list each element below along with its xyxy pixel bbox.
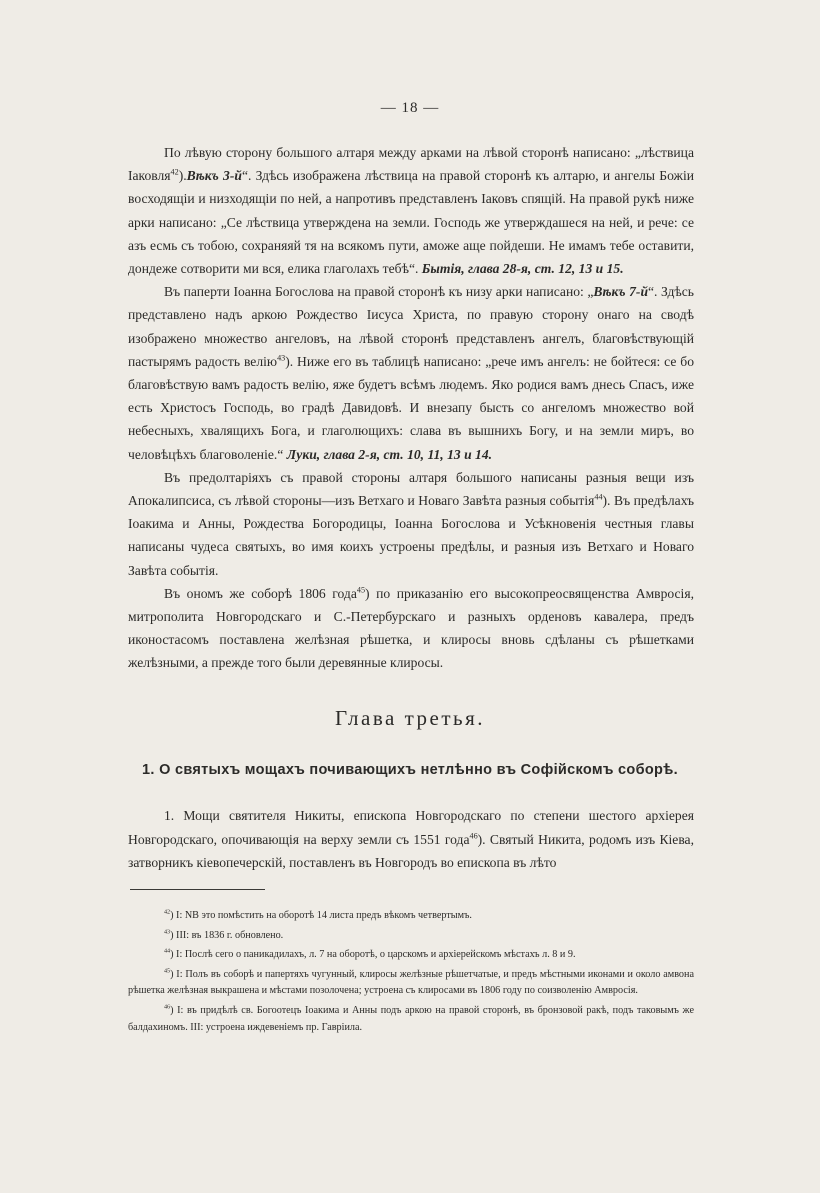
footnote-number: 44 — [164, 948, 171, 955]
footnote-text: ) I: въ придѣлѣ св. Богоотецъ Іоакима и Анны подъ аркою на правой сторонѣ, въ бронзовой ракѣ, подъ таковымъ же балдахиномъ. III: устроена иждевеніемъ пр. Гавріила. — [128, 1004, 694, 1033]
chapter-title: Глава третья. — [335, 706, 485, 730]
reference: Вѣкъ 3-й — [186, 168, 242, 184]
footnote-number: 42 — [164, 909, 171, 916]
main-text — [128, 141, 694, 675]
paragraph-text: ). — [178, 168, 187, 184]
footnote-mark: 44 — [594, 492, 603, 502]
footnote-mark: 46 — [469, 831, 478, 841]
paragraph — [128, 466, 694, 582]
paragraph-text: По лѣвую сторону большого алтаря между арками на лѣвой сторонѣ написано: „лѣствица Іаковля — [128, 145, 694, 184]
footnote-mark: 42 — [170, 167, 179, 177]
paragraph — [128, 141, 694, 280]
paragraph-text: Въ паперти Іоанна Богослова на правой сторонѣ къ низу арки написано: „ — [164, 284, 594, 300]
page-number: — 18 — — [380, 100, 440, 116]
scripture-reference: Бытія, глава 28-я, ст. 12, 13 и 15. — [421, 261, 624, 277]
footnote — [128, 1003, 694, 1036]
paragraph-text: Въ ономъ же соборѣ 1806 года — [164, 585, 357, 601]
footnote-divider — [130, 889, 265, 890]
footnote-text: ) I: Послѣ сего о паникадилахъ, л. 7 на оборотѣ, о царскомъ и архіерейскомъ мѣстахъ л. 8 и 9. — [170, 949, 576, 961]
footnote — [128, 908, 694, 925]
footnote-text: ) III: въ 1836 г. обновлено. — [170, 929, 284, 941]
footnote — [128, 947, 694, 964]
footnote — [128, 967, 694, 1000]
paragraph-text: ) по приказанію его высокопреосвященства Амвросія, митрополита Новгородскаго и С.-Петербурскаго и разныхъ орденовъ кавалера, предъ иконостасомъ поставлена желѣзная рѣшетка, и клиросы вновь сдѣланы съ рѣшетками желѣзными, а прежде того были деревянные клиросы. — [128, 585, 694, 671]
paragraph-text: ). Въ предѣлахъ Іоакима и Анны, Рождества Богородицы, Іоанна Богослова и Усѣкновенія честныя главы написаны чудеса святыхъ, во имя коихъ устроены предѣлы, и разныя изъ Ветхаго и Новаго Завѣта событія. — [128, 493, 695, 578]
footnote-number: 45 — [164, 968, 171, 975]
footnote-number: 46 — [164, 1004, 171, 1011]
paragraph-text: Въ предолтаріяхъ съ правой стороны алтаря большого написаны разныя вещи изъ Апокалипсиса, съ лѣвой стороны—изъ Ветхаго и Новаго Завѣта разныя событія — [128, 469, 694, 509]
section-text — [128, 804, 694, 875]
footnote-text: ) I: Полъ въ соборѣ и папертяхъ чугунный, клиросы желѣзные рѣшетчатые, и предъ мѣстными иконами и около амвона рѣшетка желѣзная выкрашена и мѣстами позолочена; устроена съ клиросами въ 1806 году по соизволенію Амвросія. — [128, 968, 694, 997]
footnote — [128, 928, 694, 945]
reference: Вѣкъ 7-й — [593, 284, 649, 300]
footnote-text: ) I: NB это помѣстить на оборотѣ 14 листа предъ вѣкомъ четвертымъ. — [170, 910, 472, 921]
scripture-reference: Луки, глава 2-я, ст. 10, 11, 13 и 14. — [286, 446, 493, 462]
paragraph — [128, 582, 694, 675]
paragraph-text: ). Ниже его въ таблицѣ написано: „рече имъ ангелъ: не бойтеся: се бо благовѣствую вамъ радость велію, яже будетъ всѣмъ людемъ. Яко родися вамъ днесь Спасъ, иже есть Христосъ Господь, во градѣ Давидовѣ. И внезапу бысть со ангеломъ множество вой небесныхъ, хвалящихъ Бога, и глаголющихъ: слава въ вышнихъ Богу, и на земли миръ, во человѣцѣхъ благоволеніе.“ — [128, 353, 694, 462]
section-title: 1. О святыхъ мощахъ почивающихъ нетлѣнно въ Софійскомъ соборѣ. — [142, 762, 678, 778]
footnote-mark: 45 — [356, 585, 366, 595]
footnote-mark: 43 — [277, 353, 286, 363]
footnotes — [128, 908, 694, 1039]
paragraph-text: ). Святый Никита, родомъ изъ Кіева, затворникъ кіевопечерскій, поставленъ въ Новгородъ во епископа въ лѣто — [128, 831, 694, 871]
footnote-number: 43 — [164, 929, 171, 936]
paragraph-text: “. Здѣсь изображена лѣствица на правой сторонѣ къ алтарю, и ангелы Божіи восходящіи и низходящіи по ней, а напротивъ представленъ Іаковъ спящій. На правой рукѣ ниже арки написано: „Се лѣствица утверждена на земли. Господь же утверждашеся на ней, и рече: се азъ есмь съ тобою, сохраняяй тя на всякомъ пути, аможе аще пойдеши. Не имамъ тебе оставити, дондеже сотворити ми вся, елика глаголахъ тебѣ“. — [128, 168, 694, 277]
paragraph-text: “. Здѣсь представлено надъ аркою Рождество Іисуса Христа, по правую сторону онаго на сводѣ изображено множество ангеловъ, на лѣвой сторонѣ представленъ ангелъ, благовѣствующій пастырямъ радость велію — [128, 284, 694, 369]
paragraph-text: 1. Мощи святителя Никиты, епископа Новгородскаго по степени шестого архіерея Новгородскаго, опочивающія на верху земли съ 1551 года — [128, 808, 694, 847]
paragraph — [128, 804, 694, 875]
paragraph — [128, 280, 694, 466]
